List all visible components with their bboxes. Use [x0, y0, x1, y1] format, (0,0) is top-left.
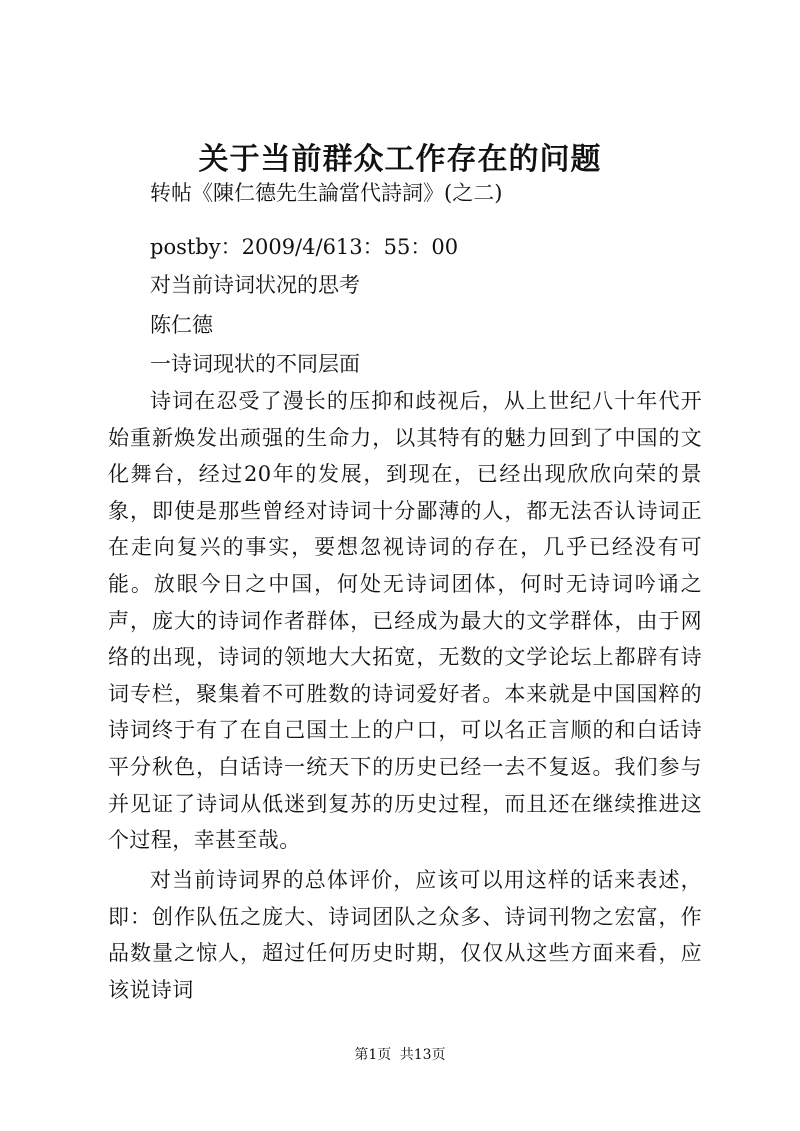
page-footer: [0, 1045, 800, 1065]
page-total: 共13页: [399, 1047, 446, 1063]
author-line: 陈仁德: [150, 313, 213, 337]
document-title: 关于当前群众工作存在的问题: [198, 142, 602, 177]
body-paragraph: 诗词在忍受了漫长的压抑和歧视后，从上世纪八十年代开始重新焕发出顽强的生命力，以其特有的魅力回到了中国的文化舞台，经过20年的发展，到现在，已经出现欣欣向荣的景象，即使是那些曾经对诗词十分鄙薄的人，都无法否认诗词正在走向复兴的事实，要想忽视诗词的存在，几乎已经没有可能。放眼今日之中国，何处无诗词团体，何时无诗词吟诵之声，庞大的诗词作者群体，已经成为最大的文学群体，由于网络的出现，诗词的领地大大拓宽，无数的文学论坛上都辟有诗词专栏，聚集着不可胜数的诗词爱好者。本来就是中国国粹的诗词终于有了在自己国土上的户口，可以名正言顺的和白话诗平分秋色，白话诗一统天下的历史已经一去不复返。我们参与并见证了诗词从低迷到复苏的历史过程，而且还在继续推进这个过程，幸甚至哉。: [108, 389, 702, 853]
section-heading: 一诗词现状的不同层面: [150, 352, 360, 376]
subtitle-line: 对当前诗词状况的思考: [150, 273, 360, 297]
page-number: 第1页: [354, 1047, 392, 1063]
body-paragraph: 对当前诗词界的总体评价，应该可以用这样的话来表述，即：创作队伍之庞大、诗词团队之众多、诗词刊物之宏富，作品数量之惊人，超过任何历史时期，仅仅从这些方面来看，应该说诗词: [108, 868, 702, 1002]
repost-line: 转帖《陳仁德先生論當代詩詞》(之二): [150, 181, 503, 205]
post-date-line: postby：2009/4/613：55：00: [150, 235, 459, 259]
